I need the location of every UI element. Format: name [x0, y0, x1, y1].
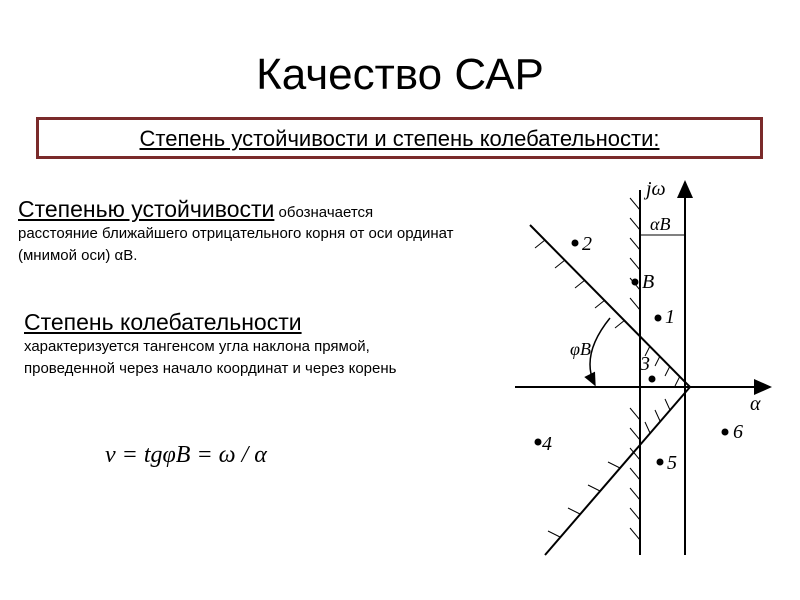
stability-block	[18, 196, 483, 267]
point-2	[572, 240, 579, 247]
stability-inline-text: обозначается	[274, 204, 374, 221]
point-b	[632, 279, 639, 286]
point-5	[657, 459, 664, 466]
oscillation-heading: Степень колебательности	[24, 309, 302, 335]
point-6	[722, 429, 729, 436]
phi-arc	[590, 318, 610, 385]
point-3-label: 3	[640, 353, 650, 375]
formula: ν = tgφB = ω / α	[105, 442, 267, 468]
stability-text: расстояние ближайшего отрицательного корня от оси ординат (мнимой оси) αВ.	[18, 225, 454, 264]
real-axis-label: α	[750, 393, 761, 415]
alpha-label: αB	[650, 214, 671, 234]
point-2-label: 2	[582, 233, 592, 255]
subtitle-box	[36, 117, 763, 159]
oscillation-text: характеризуется тангенсом угла наклона прямой, проведенной через начало координат и через корень	[24, 338, 397, 377]
point-b-label: B	[642, 271, 655, 293]
phi-label: φB	[570, 339, 591, 359]
page-title: Качество САР	[256, 50, 544, 99]
ray-hatching	[535, 240, 680, 537]
subtitle-text: Степень устойчивости и степень колебательности:	[139, 126, 660, 151]
point-5-label: 5	[667, 452, 677, 474]
root-plane-diagram	[500, 170, 790, 570]
oscillation-block	[24, 309, 464, 380]
point-1-label: 1	[665, 306, 675, 328]
imag-axis-label: jω	[646, 178, 666, 200]
point-4	[535, 439, 542, 446]
point-3	[649, 376, 656, 383]
boundary-hatching	[630, 198, 640, 540]
point-4-label: 4	[542, 433, 552, 455]
point-6-label: 6	[733, 421, 743, 443]
point-1	[655, 315, 662, 322]
stability-heading: Степенью устойчивости	[18, 196, 275, 222]
